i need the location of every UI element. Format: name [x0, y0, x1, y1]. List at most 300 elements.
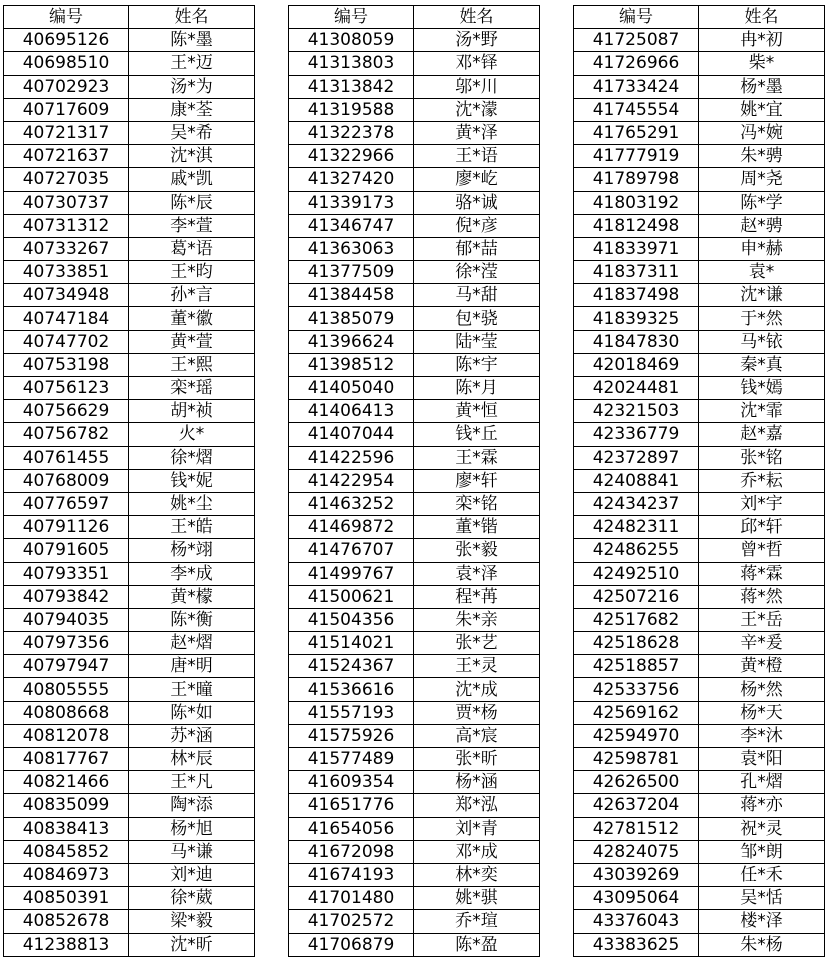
table-row [574, 794, 825, 817]
student-name-cell: 钱*嫣 [699, 377, 825, 400]
student-name-cell: 马*谦 [129, 840, 255, 863]
header-row [289, 6, 540, 29]
student-id-cell: 40753198 [4, 353, 129, 376]
student-name-cell: 曾*哲 [699, 539, 825, 562]
student-name-cell: 汤*野 [414, 29, 540, 52]
student-id-cell: 41313842 [289, 75, 414, 98]
table-row [574, 214, 825, 237]
student-id-cell: 41837498 [574, 284, 699, 307]
student-id-cell: 42626500 [574, 771, 699, 794]
student-id-cell: 40698510 [4, 52, 129, 75]
student-name-cell: 包*骁 [414, 307, 540, 330]
student-name-cell: 王*迈 [129, 52, 255, 75]
student-name-cell: 郑*泓 [414, 794, 540, 817]
student-name-cell: 张*铭 [699, 446, 825, 469]
table-row [4, 284, 255, 307]
table-row [574, 75, 825, 98]
table-row [4, 98, 255, 121]
student-name-cell: 沈*濛 [414, 98, 540, 121]
table-row [289, 237, 540, 260]
table-row [289, 307, 540, 330]
student-name-cell: 黄*恒 [414, 400, 540, 423]
student-id-cell: 42518857 [574, 655, 699, 678]
student-id-cell: 41726966 [574, 52, 699, 75]
table-row [574, 377, 825, 400]
table-row [574, 29, 825, 52]
student-name-cell: 张*毅 [414, 539, 540, 562]
student-id-cell: 40727035 [4, 168, 129, 191]
student-id-cell: 41327420 [289, 168, 414, 191]
table-row [289, 748, 540, 771]
table-row [289, 469, 540, 492]
student-name-cell: 苏*涵 [129, 724, 255, 747]
table-row [4, 771, 255, 794]
student-id-cell: 41339173 [289, 191, 414, 214]
roster-table-1 [3, 5, 255, 957]
student-id-cell: 40852678 [4, 910, 129, 933]
student-name-cell: 林*辰 [129, 748, 255, 771]
student-id-cell: 40721317 [4, 121, 129, 144]
table-row [574, 887, 825, 910]
table-row [289, 771, 540, 794]
table-row [4, 817, 255, 840]
student-id-cell: 40812078 [4, 724, 129, 747]
student-name-cell: 徐*熠 [129, 446, 255, 469]
student-name-cell: 周*尧 [699, 168, 825, 191]
student-id-cell: 42781512 [574, 817, 699, 840]
table-row [574, 539, 825, 562]
student-id-cell: 42408841 [574, 469, 699, 492]
student-id-cell: 42321503 [574, 400, 699, 423]
student-id-cell: 40808668 [4, 701, 129, 724]
student-name-cell: 袁* [699, 261, 825, 284]
student-name-cell: 冉*初 [699, 29, 825, 52]
student-name-cell: 袁*泽 [414, 562, 540, 585]
id-header: 编号 [4, 6, 129, 29]
student-id-cell: 41725087 [574, 29, 699, 52]
student-id-cell: 41319588 [289, 98, 414, 121]
student-name-cell: 王*语 [414, 145, 540, 168]
student-name-cell: 朱*亲 [414, 608, 540, 631]
student-id-cell: 42518628 [574, 632, 699, 655]
student-name-cell: 陈*月 [414, 377, 540, 400]
table-row [4, 933, 255, 956]
table-row [289, 562, 540, 585]
student-id-cell: 43376043 [574, 910, 699, 933]
student-name-cell: 邓*成 [414, 840, 540, 863]
table-row [574, 261, 825, 284]
student-id-cell: 40730737 [4, 191, 129, 214]
student-id-cell: 42598781 [574, 748, 699, 771]
table-row [289, 516, 540, 539]
student-id-cell: 42434237 [574, 492, 699, 515]
table-row [574, 632, 825, 655]
student-name-cell: 王*岳 [699, 608, 825, 631]
table-row [289, 608, 540, 631]
student-name-cell: 蒋*霖 [699, 562, 825, 585]
student-name-cell: 倪*彦 [414, 214, 540, 237]
student-id-cell: 40747184 [4, 307, 129, 330]
student-id-cell: 41322378 [289, 121, 414, 144]
student-name-cell: 王*霖 [414, 446, 540, 469]
student-id-cell: 41422954 [289, 469, 414, 492]
student-id-cell: 41789798 [574, 168, 699, 191]
student-name-cell: 蒋*亦 [699, 794, 825, 817]
student-name-cell: 王*凡 [129, 771, 255, 794]
student-name-cell: 杨*翊 [129, 539, 255, 562]
student-name-cell: 钱*妮 [129, 469, 255, 492]
student-name-cell: 张*昕 [414, 748, 540, 771]
student-id-cell: 41812498 [574, 214, 699, 237]
student-name-cell: 杨*旭 [129, 817, 255, 840]
table-row [289, 29, 540, 52]
table-row [4, 446, 255, 469]
student-name-cell: 赵*骋 [699, 214, 825, 237]
table-row [574, 469, 825, 492]
table-row [289, 98, 540, 121]
student-id-cell: 41654056 [289, 817, 414, 840]
student-name-cell: 康*荃 [129, 98, 255, 121]
student-name-cell: 沈*霏 [699, 400, 825, 423]
table-row [4, 887, 255, 910]
student-id-cell: 40805555 [4, 678, 129, 701]
student-id-cell: 40717609 [4, 98, 129, 121]
name-header: 姓名 [414, 6, 540, 29]
student-id-cell: 42486255 [574, 539, 699, 562]
student-id-cell: 40702923 [4, 75, 129, 98]
student-name-cell: 林*奕 [414, 863, 540, 886]
student-id-cell: 42533756 [574, 678, 699, 701]
student-name-cell: 汤*为 [129, 75, 255, 98]
student-name-cell: 陈*宇 [414, 353, 540, 376]
student-name-cell: 杨*墨 [699, 75, 825, 98]
table-row [289, 794, 540, 817]
student-name-cell: 袁*阳 [699, 748, 825, 771]
student-id-cell: 40776597 [4, 492, 129, 515]
student-id-cell: 41672098 [289, 840, 414, 863]
header-row [574, 6, 825, 29]
student-id-cell: 41407044 [289, 423, 414, 446]
student-id-cell: 41651776 [289, 794, 414, 817]
table-row [4, 469, 255, 492]
table-row [574, 748, 825, 771]
student-id-cell: 41777919 [574, 145, 699, 168]
table-row [574, 145, 825, 168]
student-id-cell: 41674193 [289, 863, 414, 886]
student-name-cell: 邹*朗 [699, 840, 825, 863]
student-name-cell: 朱*骋 [699, 145, 825, 168]
student-id-cell: 41363063 [289, 237, 414, 260]
student-id-cell: 40791605 [4, 539, 129, 562]
table-row [4, 608, 255, 631]
student-id-cell: 40850391 [4, 887, 129, 910]
table-row [4, 655, 255, 678]
student-id-cell: 41745554 [574, 98, 699, 121]
table-row [574, 446, 825, 469]
table-row [4, 377, 255, 400]
student-id-cell: 41847830 [574, 330, 699, 353]
student-id-cell: 41322966 [289, 145, 414, 168]
student-name-cell: 任*禾 [699, 863, 825, 886]
student-name-cell: 陈*盈 [414, 933, 540, 956]
student-name-cell: 黄*萱 [129, 330, 255, 353]
table-row [574, 655, 825, 678]
table-row [289, 655, 540, 678]
student-name-cell: 柴* [699, 52, 825, 75]
student-id-cell: 43095064 [574, 887, 699, 910]
student-id-cell: 41500621 [289, 585, 414, 608]
table-row [574, 933, 825, 956]
student-name-cell: 刘*宇 [699, 492, 825, 515]
student-id-cell: 41609354 [289, 771, 414, 794]
table-row [289, 817, 540, 840]
student-name-cell: 王*昀 [129, 261, 255, 284]
table-row [4, 539, 255, 562]
student-id-cell: 41701480 [289, 887, 414, 910]
table-row [574, 840, 825, 863]
table-row [574, 400, 825, 423]
student-id-cell: 41706879 [289, 933, 414, 956]
student-name-cell: 乔*耘 [699, 469, 825, 492]
student-name-cell: 楼*泽 [699, 910, 825, 933]
student-id-cell: 41702572 [289, 910, 414, 933]
student-name-cell: 朱*杨 [699, 933, 825, 956]
table-row [4, 516, 255, 539]
table-row [4, 562, 255, 585]
student-name-cell: 黄*檬 [129, 585, 255, 608]
student-name-cell: 刘*迪 [129, 863, 255, 886]
table-row [4, 492, 255, 515]
table-row [289, 585, 540, 608]
student-name-cell: 孔*熠 [699, 771, 825, 794]
student-id-cell: 40747702 [4, 330, 129, 353]
student-id-cell: 43039269 [574, 863, 699, 886]
student-id-cell: 41396624 [289, 330, 414, 353]
student-name-cell: 廖*屹 [414, 168, 540, 191]
student-name-cell: 祝*灵 [699, 817, 825, 840]
table-row [289, 446, 540, 469]
student-name-cell: 骆*诚 [414, 191, 540, 214]
student-name-cell: 梁*毅 [129, 910, 255, 933]
student-id-cell: 41238813 [4, 933, 129, 956]
table-row [574, 121, 825, 144]
student-id-cell: 41422596 [289, 446, 414, 469]
student-name-cell: 吴*希 [129, 121, 255, 144]
student-name-cell: 栾*瑶 [129, 377, 255, 400]
table-row [289, 52, 540, 75]
student-name-cell: 高*宸 [414, 724, 540, 747]
table-row [289, 353, 540, 376]
table-row [4, 748, 255, 771]
table-row [289, 423, 540, 446]
table-row [574, 516, 825, 539]
table-row [4, 307, 255, 330]
table-row [4, 214, 255, 237]
table-row [574, 284, 825, 307]
student-name-cell: 马*铱 [699, 330, 825, 353]
table-row [574, 307, 825, 330]
table-row [289, 75, 540, 98]
student-name-cell: 姚*宜 [699, 98, 825, 121]
student-name-cell: 邓*铎 [414, 52, 540, 75]
student-id-cell: 41536616 [289, 678, 414, 701]
student-id-cell: 40794035 [4, 608, 129, 631]
table-row [289, 701, 540, 724]
student-name-cell: 辛*爰 [699, 632, 825, 655]
student-id-cell: 40793842 [4, 585, 129, 608]
table-row [289, 261, 540, 284]
student-id-cell: 41765291 [574, 121, 699, 144]
name-header: 姓名 [129, 6, 255, 29]
table-row [574, 562, 825, 585]
table-row [574, 52, 825, 75]
student-id-cell: 40845852 [4, 840, 129, 863]
student-name-cell: 程*苒 [414, 585, 540, 608]
table-row [289, 168, 540, 191]
student-id-cell: 42594970 [574, 724, 699, 747]
student-name-cell: 赵*熠 [129, 632, 255, 655]
student-id-cell: 40791126 [4, 516, 129, 539]
table-row [4, 52, 255, 75]
student-id-cell: 40768009 [4, 469, 129, 492]
student-id-cell: 42336779 [574, 423, 699, 446]
student-name-cell: 陈*如 [129, 701, 255, 724]
header-row [4, 6, 255, 29]
student-id-cell: 41406413 [289, 400, 414, 423]
table-row [574, 678, 825, 701]
student-id-cell: 40731312 [4, 214, 129, 237]
table-row [574, 191, 825, 214]
table-row [574, 423, 825, 446]
table-row [574, 771, 825, 794]
student-name-cell: 杨*天 [699, 701, 825, 724]
student-name-cell: 黄*橙 [699, 655, 825, 678]
student-id-cell: 41499767 [289, 562, 414, 585]
student-name-cell: 火* [129, 423, 255, 446]
table-row [4, 330, 255, 353]
student-name-cell: 沈*成 [414, 678, 540, 701]
student-name-cell: 杨*然 [699, 678, 825, 701]
student-id-cell: 42492510 [574, 562, 699, 585]
table-row [574, 237, 825, 260]
student-id-cell: 40797356 [4, 632, 129, 655]
student-id-cell: 40793351 [4, 562, 129, 585]
name-header: 姓名 [699, 6, 825, 29]
table-row [289, 863, 540, 886]
student-name-cell: 陈*墨 [129, 29, 255, 52]
table-row [289, 191, 540, 214]
student-name-cell: 陈*衡 [129, 608, 255, 631]
student-id-cell: 41346747 [289, 214, 414, 237]
table-row [574, 701, 825, 724]
student-name-cell: 李*萱 [129, 214, 255, 237]
student-id-cell: 41733424 [574, 75, 699, 98]
student-name-cell: 沈*昕 [129, 933, 255, 956]
table-row [289, 330, 540, 353]
student-id-cell: 40756782 [4, 423, 129, 446]
student-name-cell: 王*皓 [129, 516, 255, 539]
student-name-cell: 姚*尘 [129, 492, 255, 515]
student-name-cell: 黄*泽 [414, 121, 540, 144]
table-row [4, 353, 255, 376]
table-row [4, 632, 255, 655]
student-id-cell: 41405040 [289, 377, 414, 400]
student-name-cell: 沈*谦 [699, 284, 825, 307]
student-name-cell: 姚*骐 [414, 887, 540, 910]
student-id-cell: 41313803 [289, 52, 414, 75]
student-name-cell: 孙*言 [129, 284, 255, 307]
student-id-cell: 41398512 [289, 353, 414, 376]
student-name-cell: 陆*莹 [414, 330, 540, 353]
student-name-cell: 陈*辰 [129, 191, 255, 214]
student-name-cell: 张*艺 [414, 632, 540, 655]
table-row [289, 377, 540, 400]
student-name-cell: 邬*川 [414, 75, 540, 98]
table-row [289, 400, 540, 423]
table-row [574, 98, 825, 121]
student-id-cell: 42482311 [574, 516, 699, 539]
student-id-cell: 40756629 [4, 400, 129, 423]
student-id-cell: 42507216 [574, 585, 699, 608]
student-name-cell: 王*曈 [129, 678, 255, 701]
student-id-cell: 41837311 [574, 261, 699, 284]
student-name-cell: 李*成 [129, 562, 255, 585]
roster-table-3 [573, 5, 825, 957]
table-row [4, 121, 255, 144]
table-row [289, 933, 540, 956]
table-row [4, 261, 255, 284]
table-row [574, 817, 825, 840]
student-name-cell: 陶*添 [129, 794, 255, 817]
student-name-cell: 廖*轩 [414, 469, 540, 492]
student-id-cell: 40838413 [4, 817, 129, 840]
student-name-cell: 董*徽 [129, 307, 255, 330]
student-name-cell: 邱*轩 [699, 516, 825, 539]
table-row [289, 887, 540, 910]
student-name-cell: 董*锴 [414, 516, 540, 539]
table-row [4, 145, 255, 168]
table-row [289, 632, 540, 655]
student-id-cell: 42517682 [574, 608, 699, 631]
table-row [289, 724, 540, 747]
student-id-cell: 41833971 [574, 237, 699, 260]
student-id-cell: 41504356 [289, 608, 414, 631]
student-name-cell: 王*熙 [129, 353, 255, 376]
student-id-cell: 40817767 [4, 748, 129, 771]
student-id-cell: 40695126 [4, 29, 129, 52]
student-id-cell: 41514021 [289, 632, 414, 655]
student-name-cell: 杨*涵 [414, 771, 540, 794]
student-name-cell: 钱*丘 [414, 423, 540, 446]
table-row [289, 121, 540, 144]
student-name-cell: 唐*明 [129, 655, 255, 678]
student-id-cell: 41469872 [289, 516, 414, 539]
student-id-cell: 41385079 [289, 307, 414, 330]
table-row [4, 400, 255, 423]
student-name-cell: 陈*学 [699, 191, 825, 214]
student-name-cell: 葛*语 [129, 237, 255, 260]
student-id-cell: 42569162 [574, 701, 699, 724]
table-row [574, 724, 825, 747]
student-id-cell: 41803192 [574, 191, 699, 214]
student-name-cell: 李*沐 [699, 724, 825, 747]
student-id-cell: 40821466 [4, 771, 129, 794]
student-name-cell: 马*甜 [414, 284, 540, 307]
student-name-cell: 于*然 [699, 307, 825, 330]
table-row [4, 423, 255, 446]
student-id-cell: 40835099 [4, 794, 129, 817]
table-row [4, 168, 255, 191]
